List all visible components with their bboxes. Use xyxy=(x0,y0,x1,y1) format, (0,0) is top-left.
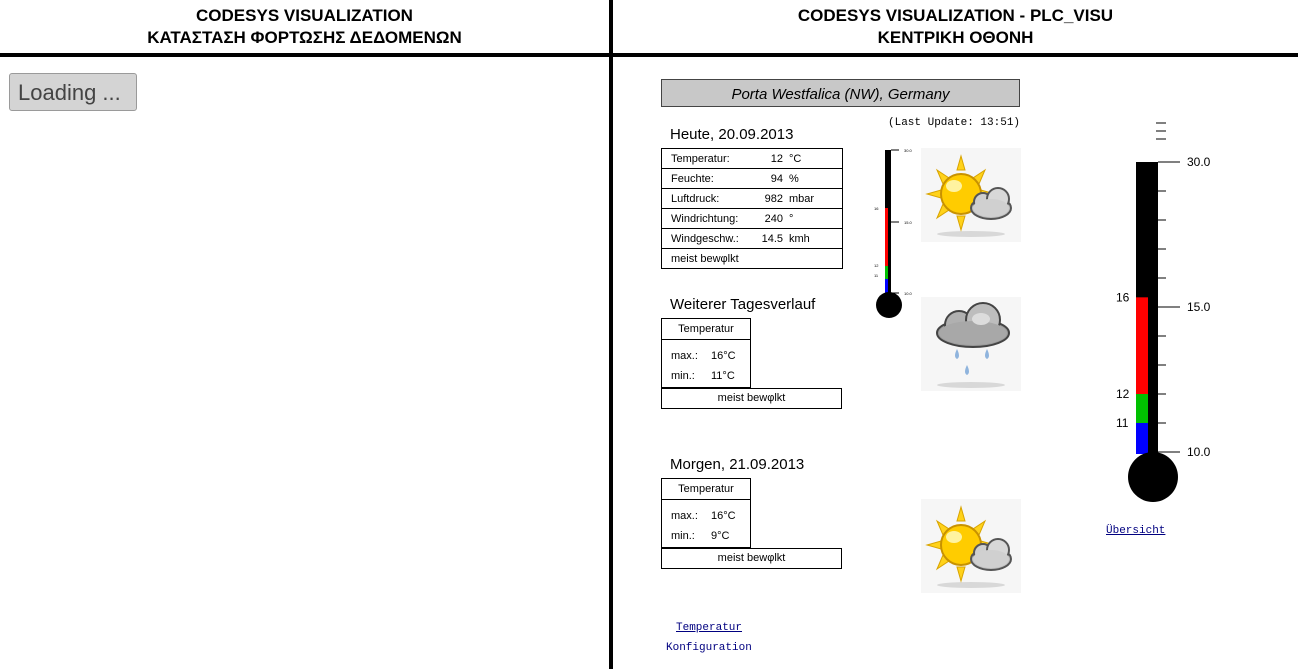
table-row xyxy=(662,209,843,229)
header-divider xyxy=(0,53,1298,57)
rest-of-day-temp-box xyxy=(661,318,751,388)
row-unit: ° xyxy=(789,212,794,225)
small-thermometer xyxy=(870,140,920,322)
row-unit: °C xyxy=(789,152,802,165)
small-thermo-tick: 10.0 xyxy=(904,291,912,296)
row-label: Windrichtung: xyxy=(671,212,739,225)
max-value: 16°C xyxy=(711,510,736,522)
sun-cloud-icon xyxy=(921,148,1021,242)
rain-cloud-icon xyxy=(921,297,1021,391)
table-row xyxy=(662,189,843,209)
min-value: 9°C xyxy=(711,530,730,542)
max-label: max.: xyxy=(671,350,698,362)
small-thermo-mark: 16 xyxy=(874,206,879,211)
right-header-subtitle: ΚΕΝΤΡΙΚΗ ΟΘΟΝΗ xyxy=(877,28,1034,47)
row-label: Temperatur: xyxy=(671,152,730,165)
row-value: 12 xyxy=(770,152,783,165)
right-header-title: CODESYS VISUALIZATION - PLC_VISU xyxy=(797,6,1114,25)
big-thermo-tick-label: 30.0 xyxy=(1187,155,1211,169)
table-row xyxy=(662,149,843,169)
small-thermo-tick: 15.0 xyxy=(904,220,912,225)
big-thermo-max-label: 16 xyxy=(1116,290,1130,305)
max-value: 16°C xyxy=(711,350,736,362)
left-header xyxy=(0,0,609,54)
temperature-link[interactable]: Temperatur xyxy=(676,622,743,634)
row-unit: mbar xyxy=(789,192,815,205)
small-thermo-current-bar xyxy=(885,266,888,279)
row-unit: % xyxy=(789,172,799,185)
row-label: Luftdruck: xyxy=(671,192,720,205)
big-thermo-current-label: 12 xyxy=(1116,387,1130,401)
row-value: 240 xyxy=(764,212,783,225)
big-thermo-tick-label: 15.0 xyxy=(1187,300,1211,314)
right-header xyxy=(613,0,1298,54)
left-header-subtitle: ΚΑΤΑΣΤΑΣΗ ΦΟΡΤΩΣΗΣ ΔΕΔΟΜΕΝΩΝ xyxy=(147,28,462,47)
small-thermo-bulb xyxy=(876,292,902,318)
big-thermo-min-label: 11 xyxy=(1116,416,1129,430)
big-thermo-tick-label: 10.0 xyxy=(1187,445,1211,459)
tomorrow-title: Morgen, 21.09.2013 xyxy=(670,456,805,473)
big-thermo-min-bar xyxy=(1136,423,1148,454)
location-label: Porta Westfalica (NW), Germany xyxy=(661,79,1020,107)
rest-of-day-description: meist bewφlkt xyxy=(661,388,842,409)
min-value: 11°C xyxy=(711,370,735,382)
configuration-link[interactable]: Konfiguration xyxy=(666,642,752,654)
last-update-label: (Last Update: 13:51) xyxy=(888,117,1021,129)
today-title: Heute, 20.09.2013 xyxy=(670,126,794,143)
big-thermo-bulb xyxy=(1128,452,1178,502)
table-row xyxy=(662,169,843,189)
row-label: Feuchte: xyxy=(671,172,714,185)
table-row xyxy=(662,249,843,269)
row-value: 14.5 xyxy=(761,232,783,245)
min-label: min.: xyxy=(671,370,695,382)
small-thermo-tick: 30.0 xyxy=(904,148,912,153)
left-header-title: CODESYS VISUALIZATION xyxy=(196,6,413,25)
row-value: 982 xyxy=(764,192,783,205)
table-row xyxy=(662,229,843,249)
small-thermo-max-bar xyxy=(885,208,888,266)
panel-divider xyxy=(609,0,613,669)
tomorrow-description: meist bewφlkt xyxy=(661,548,842,569)
thermo-decor-ticks xyxy=(1156,123,1166,139)
sun-cloud-icon xyxy=(921,499,1021,593)
row-label: Windgeschw.: xyxy=(671,232,739,245)
today-description: meist bewφlkt xyxy=(662,249,843,269)
loading-button[interactable]: Loading ... xyxy=(9,73,137,111)
big-thermo-max-bar xyxy=(1136,297,1148,394)
row-value: 94 xyxy=(770,172,783,185)
max-label: max.: xyxy=(671,510,698,522)
min-label: min.: xyxy=(671,530,695,542)
tomorrow-temp-box xyxy=(661,478,751,548)
big-thermometer xyxy=(1100,115,1230,505)
rest-of-day-title: Weiterer Tagesverlauf xyxy=(670,296,816,313)
small-thermo-mark: 12 xyxy=(874,263,879,268)
temp-box-header: Temperatur xyxy=(662,319,750,340)
small-thermo-min-bar xyxy=(885,279,888,293)
temp-box-header: Temperatur xyxy=(662,479,750,500)
overview-link[interactable]: Übersicht xyxy=(1106,525,1166,537)
small-thermo-mark: 11 xyxy=(874,273,879,278)
row-unit: kmh xyxy=(789,232,810,245)
big-thermo-current-bar xyxy=(1136,394,1148,423)
today-weather-table xyxy=(661,148,843,269)
